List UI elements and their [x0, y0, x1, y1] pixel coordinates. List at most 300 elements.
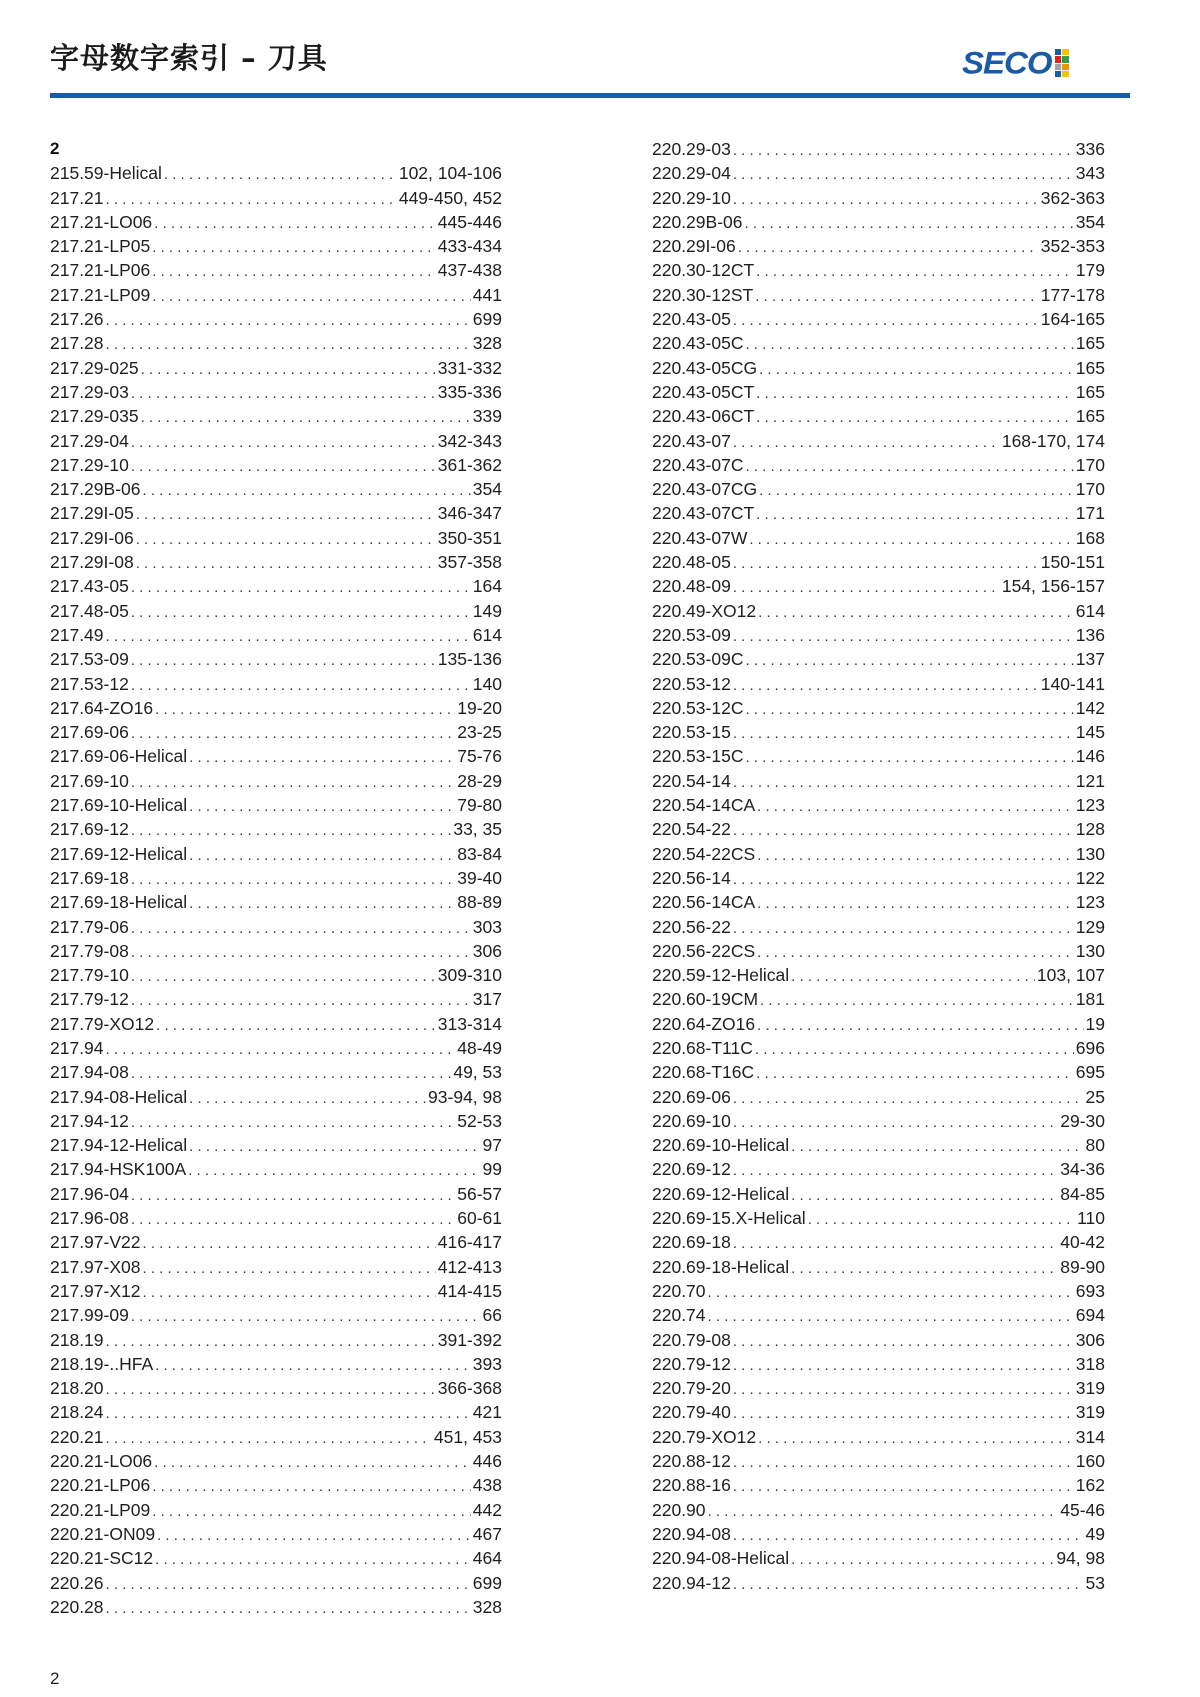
entry-pages: 75-76: [457, 746, 502, 767]
index-entry: [652, 1182, 1105, 1206]
entry-pages: 19: [1085, 1013, 1105, 1034]
index-entry: [652, 258, 1105, 282]
entry-pages: 694: [1075, 1305, 1105, 1326]
index-entry: [652, 817, 1105, 841]
index-entry: [50, 1230, 502, 1254]
index-entry: [50, 623, 502, 647]
entry-pages: 89-90: [1060, 1256, 1105, 1277]
entry-code: 217.21-LP09: [50, 284, 151, 305]
entry-code: 217.64-ZO16: [50, 697, 154, 718]
index-entry: [652, 283, 1105, 307]
index-entry: [50, 1352, 502, 1376]
index-entry: [652, 769, 1105, 793]
entry-pages: 130: [1075, 940, 1105, 961]
entry-code: 217.49: [50, 624, 104, 645]
dot-leader: [745, 746, 1073, 770]
entry-code: 217.21-LP06: [50, 260, 151, 281]
entry-code: 217.29I-06: [50, 527, 134, 548]
entry-code: 220.53-09C: [652, 649, 744, 670]
dot-leader: [164, 163, 397, 187]
dot-leader: [189, 746, 455, 770]
dot-leader: [136, 528, 436, 552]
dot-leader: [154, 1451, 471, 1475]
dot-leader: [131, 1062, 452, 1086]
entry-code: 220.43-05: [652, 309, 731, 330]
dot-leader: [131, 382, 436, 406]
dot-leader: [733, 309, 1039, 333]
entry-pages: 165: [1075, 357, 1105, 378]
dot-leader: [757, 795, 1074, 819]
entry-pages: 154, 156-157: [1001, 576, 1105, 597]
dot-leader: [733, 163, 1074, 187]
index-entry: [652, 623, 1105, 647]
dot-leader: [131, 601, 471, 625]
dot-leader: [733, 552, 1039, 576]
index-entry: [652, 1303, 1105, 1327]
index-entry: [50, 1595, 502, 1619]
dot-leader: [733, 431, 1000, 455]
index-column-left: [50, 137, 502, 1619]
index-entry: [652, 890, 1105, 914]
entry-code: 220.43-05CG: [652, 357, 758, 378]
entry-code: 220.64-ZO16: [652, 1013, 756, 1034]
index-entry: [652, 186, 1105, 210]
dot-leader: [155, 698, 455, 722]
index-entry: [50, 793, 502, 817]
dot-leader: [152, 1475, 471, 1499]
dot-leader: [708, 1500, 1059, 1524]
index-entry: [652, 987, 1105, 1011]
dot-leader: [758, 601, 1074, 625]
index-column-right: [652, 137, 1105, 1595]
dot-leader: [733, 771, 1074, 795]
entry-code: 220.79-12: [652, 1353, 731, 1374]
entry-code: 218.19-..HFA: [50, 1353, 154, 1374]
dot-leader: [733, 722, 1074, 746]
index-entry: [652, 356, 1105, 380]
entry-pages: 319: [1075, 1402, 1105, 1423]
entry-pages: 313-314: [437, 1013, 502, 1034]
entry-code: 220.21-LP09: [50, 1499, 151, 1520]
index-entry: [50, 1133, 502, 1157]
entry-code: 217.53-12: [50, 673, 129, 694]
index-entry: [652, 1012, 1105, 1036]
index-entry: [50, 866, 502, 890]
index-entry: [652, 1279, 1105, 1303]
entry-pages: 416-417: [437, 1232, 502, 1253]
dot-leader: [733, 674, 1039, 698]
entry-pages: 165: [1075, 381, 1105, 402]
entry-pages: 102, 104-106: [398, 163, 502, 184]
dot-leader: [131, 1111, 455, 1135]
dot-leader: [189, 795, 455, 819]
dot-leader: [189, 1087, 426, 1111]
entry-pages: 361-362: [437, 454, 502, 475]
page-title: 字母数字索引 – 刀具: [50, 41, 328, 75]
entry-code: 217.43-05: [50, 576, 129, 597]
index-entry: [652, 1133, 1105, 1157]
dot-leader: [131, 649, 436, 673]
entry-pages: 80: [1085, 1135, 1105, 1156]
dot-leader: [745, 333, 1073, 357]
entry-code: 217.53-09: [50, 649, 129, 670]
entry-code: 217.69-12-Helical: [50, 843, 188, 864]
index-entry: [652, 672, 1105, 696]
entry-pages: 99: [482, 1159, 502, 1180]
dot-leader: [733, 1402, 1074, 1426]
logo-mark-cell: [1055, 49, 1062, 55]
dot-leader: [152, 236, 436, 260]
entry-code: 217.94-08-Helical: [50, 1086, 188, 1107]
entry-code: 220.53-15: [652, 722, 731, 743]
index-entry: [50, 939, 502, 963]
index-entry: [652, 234, 1105, 258]
entry-code: 218.19: [50, 1329, 104, 1350]
entry-pages: 110: [1077, 1208, 1105, 1229]
dot-leader: [141, 358, 436, 382]
entry-pages: 53: [1085, 1572, 1105, 1593]
index-entry: [50, 477, 502, 501]
entry-pages: 433-434: [437, 236, 502, 257]
dot-leader: [189, 1135, 480, 1159]
logo-mark-cell: [1062, 71, 1069, 77]
entry-code: 217.79-06: [50, 916, 129, 937]
section-heading: 2: [50, 139, 60, 158]
entry-code: 220.94-08-Helical: [652, 1548, 790, 1569]
index-entry: [652, 526, 1105, 550]
entry-code: 220.28: [50, 1596, 104, 1617]
entry-code: 220.54-22: [652, 819, 731, 840]
entry-pages: 328: [472, 333, 502, 354]
entry-code: 217.94-12: [50, 1110, 129, 1131]
entry-code: 220.54-14: [652, 770, 731, 791]
index-entry: [652, 429, 1105, 453]
entry-pages: 445-446: [437, 211, 502, 232]
entry-pages: 442: [472, 1499, 502, 1520]
entry-code: 220.54-22CS: [652, 843, 756, 864]
entry-code: 220.43-07: [652, 430, 731, 451]
entry-pages: 354: [1075, 211, 1105, 232]
dot-leader: [733, 868, 1074, 892]
entry-pages: 437-438: [437, 260, 502, 281]
dot-leader: [189, 844, 455, 868]
entry-pages: 303: [472, 916, 502, 937]
dot-leader: [143, 1281, 436, 1305]
dot-leader: [756, 503, 1074, 527]
entry-code: 217.28: [50, 333, 104, 354]
index-entry: [50, 1522, 502, 1546]
dot-leader: [131, 1305, 481, 1329]
dot-leader: [131, 722, 455, 746]
entry-code: 220.69-18-Helical: [652, 1256, 790, 1277]
index-entry: [50, 1571, 502, 1595]
entry-code: 220.21: [50, 1426, 104, 1447]
entry-pages: 693: [1075, 1280, 1105, 1301]
entry-code: 220.79-20: [652, 1378, 731, 1399]
entry-pages: 29-30: [1060, 1110, 1105, 1131]
index-entry: [652, 550, 1105, 574]
entry-pages: 696: [1075, 1037, 1105, 1058]
entry-code: 220.29-03: [652, 139, 731, 159]
index-entry: [652, 963, 1105, 987]
entry-code: 220.21-SC12: [50, 1548, 154, 1569]
index-entry: [50, 210, 502, 234]
entry-pages: 93-94, 98: [428, 1086, 502, 1107]
index-entry: [50, 283, 502, 307]
dot-leader: [733, 139, 1074, 163]
index-entry: [50, 1182, 502, 1206]
index-entry: [50, 1473, 502, 1497]
index-entry: [50, 1328, 502, 1352]
index-entry: [50, 356, 502, 380]
index-entry: [50, 987, 502, 1011]
entry-pages: 446: [472, 1451, 502, 1472]
dot-leader: [131, 455, 436, 479]
entry-code: 217.29-03: [50, 381, 129, 402]
index-entry: [652, 939, 1105, 963]
dot-leader: [733, 576, 1000, 600]
index-entry: [652, 696, 1105, 720]
index-entry: [50, 1085, 502, 1109]
index-list-right: [652, 137, 1105, 1595]
dot-leader: [708, 1281, 1074, 1305]
dot-leader: [757, 941, 1074, 965]
entry-code: 220.79-XO12: [652, 1426, 757, 1447]
dot-leader: [708, 1305, 1074, 1329]
index-entry: [50, 1498, 502, 1522]
entry-code: 217.69-18: [50, 867, 129, 888]
index-entry: [652, 1060, 1105, 1084]
entry-code: 217.21-LO06: [50, 211, 153, 232]
entry-code: 220.43-05CT: [652, 381, 755, 402]
entry-pages: 171: [1075, 503, 1105, 524]
index-entry: [652, 1400, 1105, 1424]
entry-pages: 164: [472, 576, 502, 597]
entry-pages: 52-53: [457, 1110, 502, 1131]
index-entry: [652, 1449, 1105, 1473]
entry-pages: 343: [1075, 163, 1105, 184]
index-entry: [50, 1012, 502, 1036]
dot-leader: [749, 528, 1073, 552]
dot-leader: [756, 260, 1074, 284]
dot-leader: [733, 1524, 1084, 1548]
entry-code: 220.56-22CS: [652, 940, 756, 961]
entry-pages: 45-46: [1060, 1499, 1105, 1520]
dot-leader: [106, 1378, 436, 1402]
entry-code: 217.29I-05: [50, 503, 134, 524]
entry-code: 220.79-40: [652, 1402, 731, 1423]
entry-code: 220.49-XO12: [652, 600, 757, 621]
index-entry: [652, 744, 1105, 768]
entry-code: 217.94-08: [50, 1062, 129, 1083]
entry-code: 217.69-18-Helical: [50, 892, 188, 913]
entry-code: 220.53-09: [652, 624, 731, 645]
dot-leader: [756, 1062, 1074, 1086]
dot-leader: [131, 917, 471, 941]
index-entry: [50, 234, 502, 258]
dot-leader: [745, 649, 1073, 673]
dot-leader: [745, 698, 1073, 722]
logo-mark-cell: [1062, 56, 1069, 62]
dot-leader: [136, 552, 436, 576]
entry-code: 220.69-12-Helical: [652, 1183, 790, 1204]
dot-leader: [758, 1427, 1074, 1451]
entry-pages: 181: [1075, 989, 1105, 1010]
dot-leader: [808, 1208, 1075, 1232]
entry-code: 218.20: [50, 1378, 104, 1399]
entry-code: 218.24: [50, 1402, 104, 1423]
dot-leader: [156, 1014, 436, 1038]
entry-pages: 336: [1075, 139, 1105, 159]
entry-code: 220.43-05C: [652, 333, 744, 354]
entry-pages: 309-310: [437, 965, 502, 986]
entry-code: 220.70: [652, 1280, 706, 1301]
entry-code: 220.59-12-Helical: [652, 965, 790, 986]
entry-code: 217.69-12: [50, 819, 129, 840]
entry-pages: 168: [1075, 527, 1105, 548]
entry-code: 217.94-12-Helical: [50, 1135, 188, 1156]
index-entry: [652, 1230, 1105, 1254]
entry-pages: 49, 53: [453, 1062, 502, 1083]
dot-leader: [760, 989, 1074, 1013]
entry-code: 220.56-22: [652, 916, 731, 937]
dot-leader: [756, 382, 1074, 406]
index-entry: [50, 696, 502, 720]
dot-leader: [106, 625, 471, 649]
index-entry: [652, 720, 1105, 744]
index-entry: [50, 1303, 502, 1327]
dot-leader: [152, 260, 436, 284]
entry-pages: 177-178: [1040, 284, 1105, 305]
entry-code: 220.79-08: [652, 1329, 731, 1350]
index-entry: [652, 1522, 1105, 1546]
entry-code: 220.53-12C: [652, 697, 744, 718]
index-entry: [652, 574, 1105, 598]
entry-pages: 25: [1085, 1086, 1105, 1107]
entry-pages: 354: [472, 479, 502, 500]
entry-code: 217.99-09: [50, 1305, 129, 1326]
index-entry: [50, 1206, 502, 1230]
dot-leader: [106, 1597, 471, 1621]
dot-leader: [733, 917, 1074, 941]
entry-code: 220.29B-06: [652, 211, 743, 232]
entry-pages: 314: [1075, 1426, 1105, 1447]
dot-leader: [757, 1014, 1083, 1038]
entry-pages: 66: [482, 1305, 502, 1326]
dot-leader: [757, 844, 1074, 868]
entry-pages: 33, 35: [453, 819, 502, 840]
index-entry: [50, 1400, 502, 1424]
index-entry: [50, 1157, 502, 1181]
entry-pages: 165: [1075, 406, 1105, 427]
index-entry: [652, 380, 1105, 404]
entry-pages: 162: [1075, 1475, 1105, 1496]
entry-pages: 19-20: [457, 697, 502, 718]
entry-code: 220.69-15.X-Helical: [652, 1208, 806, 1229]
dot-leader: [791, 1135, 1083, 1159]
entry-pages: 170: [1075, 454, 1105, 475]
entry-pages: 357-358: [437, 552, 502, 573]
entry-code: 220.94-12: [652, 1572, 731, 1593]
entry-code: 220.56-14: [652, 867, 731, 888]
dot-leader: [733, 819, 1074, 843]
entry-code: 220.26: [50, 1572, 104, 1593]
entry-pages: 97: [482, 1135, 502, 1156]
index-entry: [652, 1328, 1105, 1352]
entry-code: 220.60-19CM: [652, 989, 759, 1010]
entry-code: 220.43-07C: [652, 454, 744, 475]
entry-pages: 318: [1075, 1353, 1105, 1374]
entry-code: 217.29-025: [50, 357, 139, 378]
dot-leader: [106, 1330, 436, 1354]
index-entry: [50, 550, 502, 574]
entry-pages: 88-89: [457, 892, 502, 913]
entry-pages: 328: [472, 1596, 502, 1617]
entry-pages: 150-151: [1040, 552, 1105, 573]
logo-mark-cell: [1055, 64, 1062, 70]
dot-leader: [791, 965, 1035, 989]
dot-leader: [759, 479, 1074, 503]
entry-code: 220.68-T11C: [652, 1037, 753, 1058]
entry-pages: 168-170, 174: [1001, 430, 1105, 451]
dot-leader: [745, 212, 1074, 236]
entry-pages: 23-25: [457, 722, 502, 743]
dot-leader: [733, 188, 1039, 212]
dot-leader: [733, 1451, 1074, 1475]
index-entry: [652, 866, 1105, 890]
entry-code: 220.56-14CA: [652, 892, 756, 913]
entry-pages: 352-353: [1040, 236, 1105, 257]
index-entry: [652, 161, 1105, 185]
dot-leader: [143, 1232, 436, 1256]
index-entry: [652, 1085, 1105, 1109]
index-entry: [652, 915, 1105, 939]
index-entry: [652, 1376, 1105, 1400]
dot-leader: [141, 406, 471, 430]
entry-code: 217.26: [50, 309, 104, 330]
entry-pages: 137: [1075, 649, 1105, 670]
entry-code: 217.29-04: [50, 430, 129, 451]
dot-leader: [745, 455, 1073, 479]
entry-pages: 128: [1075, 819, 1105, 840]
dot-leader: [131, 1184, 455, 1208]
dot-leader: [756, 406, 1074, 430]
index-entry: [652, 1036, 1105, 1060]
entry-code: 220.29-04: [652, 163, 731, 184]
entry-pages: 306: [472, 940, 502, 961]
dot-leader: [131, 989, 471, 1013]
dot-leader: [155, 1548, 471, 1572]
dot-leader: [757, 892, 1074, 916]
entry-code: 217.29-10: [50, 454, 129, 475]
index-entry: [652, 477, 1105, 501]
entry-code: 220.69-12: [652, 1159, 731, 1180]
entry-pages: 362-363: [1040, 187, 1105, 208]
entry-code: 220.69-18: [652, 1232, 731, 1253]
entry-pages: 614: [472, 624, 502, 645]
dot-leader: [143, 479, 471, 503]
entry-code: 217.48-05: [50, 600, 129, 621]
entry-pages: 391-392: [437, 1329, 502, 1350]
index-entry: [652, 331, 1105, 355]
index-entry: [50, 1036, 502, 1060]
index-entry: [50, 842, 502, 866]
index-entry: [50, 817, 502, 841]
entry-code: 220.68-T16C: [652, 1062, 755, 1083]
entry-code: 215.59-Helical: [50, 163, 162, 184]
entry-code: 220.30-12ST: [652, 284, 754, 305]
entry-code: 220.90: [652, 1499, 706, 1520]
